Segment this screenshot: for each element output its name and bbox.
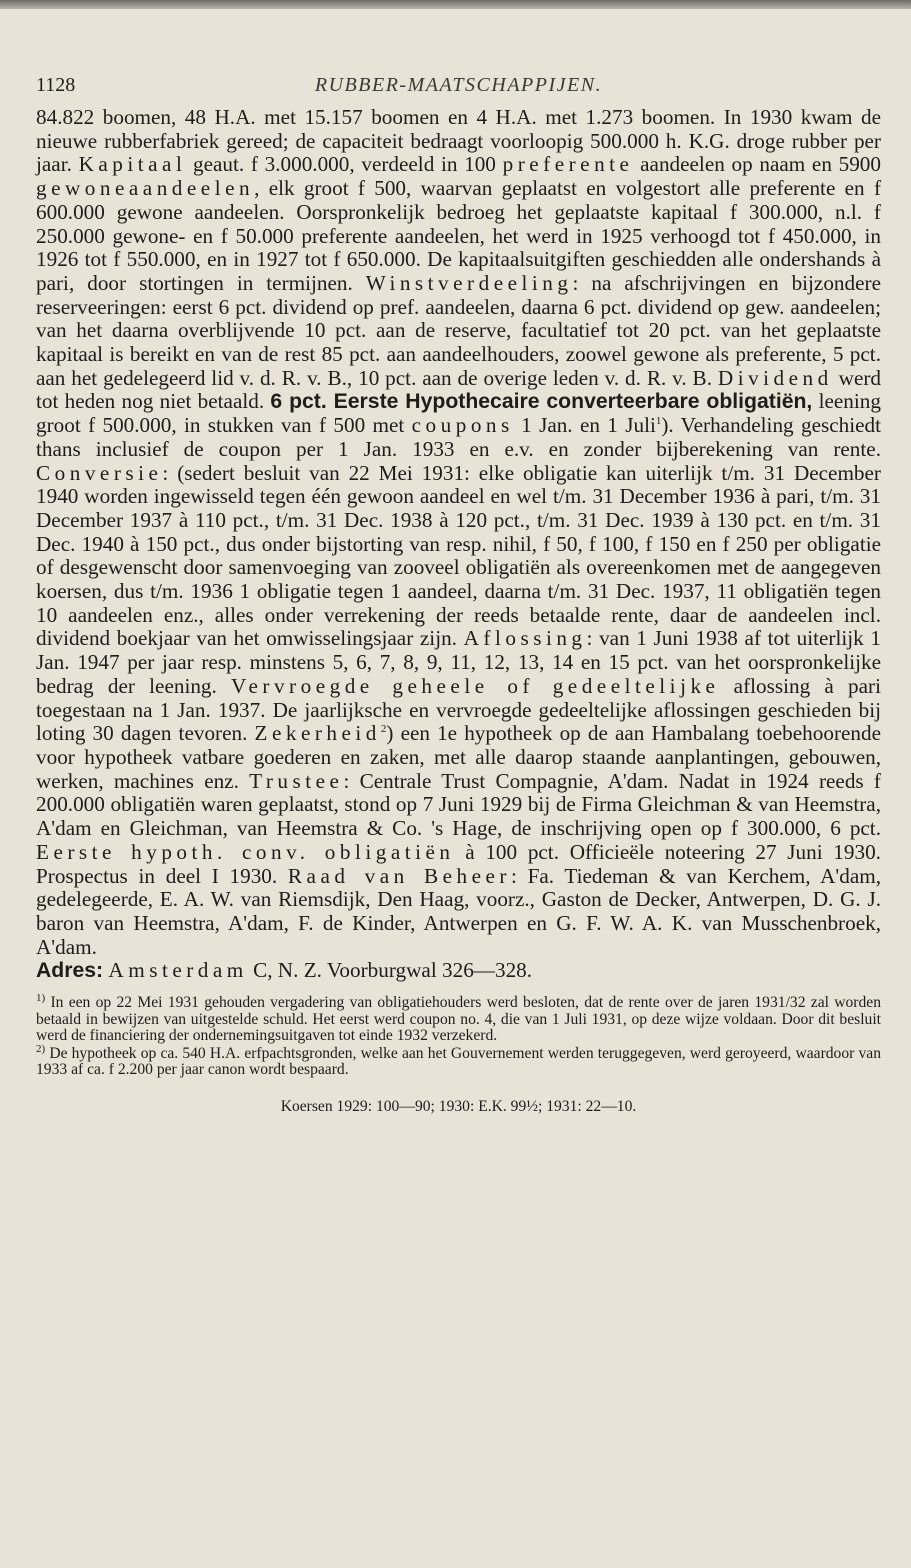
koersen-line: Koersen 1929: 100—90; 1930: E.K. 99½; 1931: 22—10. [280,1097,637,1115]
footnote-1-text: In een op 22 Mei 1931 gehouden vergadering van obligatiehouders werd besloten, dat de rente over de jaren 1931/32 zal worden betaald in bewijzen van uitgestelde schuld. Het eerst werd coupon no. 4, die van 1 Juli 1931, op deze wijze voldaan. Door dit besluit werd de financiering der ondernemingsuitgaven tot einde 1932 verzekerd. [36,994,881,1045]
emphasis-text: gewoneaandeelen [36,176,255,201]
emphasis-text: Trustee [249,768,344,793]
emphasis-text: Raad van Beheer [287,863,511,888]
emphasis-text: preferente [502,152,634,177]
footnote-1-mark: 1) [36,991,46,1004]
body-segment: , elk groot f 500, waarvan geplaatst en volgestort alle preferente en f 600.000 gewone aandeelen. Oorspronkelijk bedroeg het geplaatste kapitaal f 300.000, n.l. f 250.000 gewone- en f 50.000 preferente aandeelen, het werd in 1925 verhoogd tot f 450.000, in 1926 tot f 550.000, en in 1927 tot f 650.000. De kapitaalsuitgiften geschiedden alle ondershands à pari, door stortingen in termijnen. [36,176,881,295]
scan-top-border [0,0,911,9]
emphasis-text: Zekerheid [254,721,381,746]
emphasis-text: Conversie [36,460,163,485]
body-text [36,106,881,959]
body-segment: ). Verhandeling geschiedt thans inclusief de coupon per 1 Jan. 1933 en e.v. en zonder bijberekening van rente. [36,413,881,461]
address-label: Adres: [36,959,104,983]
page [36,66,881,1116]
footnotes [36,991,881,1079]
footnote-2-mark: 2) [36,1042,46,1055]
emphasis-text: Winstverdeeling [365,270,573,295]
footnote-ref: 2 [380,723,387,736]
address-city: Amsterdam [108,958,248,983]
emphasis-text: Eerste hypoth. conv. obligatiën [36,839,455,864]
body-segment: : van 1 Juni 1938 af tot uiterlijk 1 Jan. 1947 per jaar resp. minstens 5, 6, 7, 8, 9, 11, 12, 13, 14 en 15 pct. van het oorspronkelijke bedrag der leening. [36,626,881,698]
body-segment: ) een 1e hypotheek op de aan Hambalang toebehoorende voor hypotheek vatbare goederen en zaken, met alle daarop staande aanplantingen, gebouwen, werken, machines enz. [36,721,881,793]
body-segment: : (sedert besluit van 22 Mei 1931: elke obligatie kan uiterlijk t/m. 31 December 1940 worden ingewisseld tegen één gewoon aandeel en wel t/m. 31 December 1936 à pari, t/m. 31 December 1937 à 110 pct., t/m. 31 Dec. 1938 à 120 pct., t/m. 31 Dec. 1939 à 130 pct. en t/m. 31 Dec. 1940 à 150 pct., dus onder bijstorting van resp. nihil, f 50, f 100, f 150 en f 250 per obligatie of desgewenscht door samenvoeging van zooveel obligatiën als overeenkomen met de aangegeven koersen, dus t/m. 1936 1 obligatie tegen 1 aandeel, daarna t/m. 31 Dec. 1937, 11 obligatiën tegen 10 aandeelen enz., alles onder verrekening der reeds betaalde rente, daar de aandeelen incl. dividend boekjaar van het omwisselingsjaar zijn. [36,460,881,651]
page-header [36,66,881,106]
address-street: C, N. Z. Voorburgwal 326—328. [247,958,533,983]
body-segment: 84.822 boomen, 48 H.A. met 15.157 boomen en 4 H.A. met 1.273 boomen. In 1930 kwam de nieuwe rubberfabriek gereed; de capaciteit bedraagt voorloopig 500.000 h. K.G. droge rubber per jaar. [36,105,881,177]
footnote-ref: 1 [655,415,662,428]
emphasis-text: 6 pct. Eerste Hypothecaire converteerbare obligatiën, [270,390,813,414]
body-segment: werd tot heden nog niet betaald. [36,365,881,414]
body-segment: : Centrale Trust Compagnie, A'dam. Nadat in 1924 reeds f 200.000 obligatiën waren geplaatst, stond op 7 Juni 1929 bij de Firma Gleichman & van Heemstra, A'dam en Gleichman, van Heemstra & Co. 's Hage, de inschrijving open op f 300.000, 6 pct. [36,768,881,841]
body-segment: aflossing à pari toegestaan na 1 Jan. 1937. De jaarlijksche en vervroegde gedeeltelijke aflossingen geschieden bij loting 30 dagen tevoren. [36,673,881,746]
body-segment: geaut. f 3.000.000, verdeeld in 100 [186,152,503,177]
address-line [36,959,881,983]
page-number: 1128 [36,74,76,96]
emphasis-text: Aflossing [463,626,587,651]
footnote-2-text: De hypotheek op ca. 540 H.A. erfpachtsgronden, welke aan het Gouvernement werden teruggegeven, werd geroyeerd, waardoor van 1933 af ca. f 2.200 per jaar canon wordt bespaard. [36,1044,881,1079]
body-segment: à 100 pct. Officieële noteering 27 Juni 1930. Prospectus in deel I 1930. [36,839,881,888]
body-segment: 1 Jan. en 1 Juli [513,413,656,438]
emphasis-text: Vervroegde geheele of gedeeltelijke [231,673,720,698]
emphasis-text: Dividend [717,365,833,390]
footnote-1 [36,991,881,1045]
footnote-2 [36,1042,881,1079]
emphasis-text: coupons [411,413,514,438]
emphasis-text: Kapitaal [78,152,187,177]
body-segment: aandeelen op naam en 5900 [633,152,881,177]
body-segment: : Fa. Tiedeman & van Kerchem, A'dam, gedelegeerde, E. A. W. van Riemsdijk, Den Haag, voorz., Gaston de Decker, Antwerpen, D. G. J. baron van Heemstra, A'dam, F. de Kinder, Antwerpen en G. F. W. A. K. van Musschenbroek, A'dam. [36,863,881,959]
running-title: RUBBER-MAATSCHAPPIJEN. [314,74,603,96]
body-segment: : na afschrijvingen en bijzondere reserveeringen: eerst 6 pct. dividend op pref. aandeelen, daarna 6 pct. dividend op gew. aandeelen; van het daarna overblijvende 10 pct. aan de reserve, facultatief tot 20 pct. van het geplaatste kapitaal is bereikt en van de rest 85 pct. aan aandeelhouders, zoowel gewone als preferente, 5 pct. aan het gedelegeerd lid v. d. R. v. B., 10 pct. aan de overige leden v. d. R. v. B. [36,270,881,390]
body-segment: leening groot f 500.000, in stukken van f 500 met [36,389,881,438]
